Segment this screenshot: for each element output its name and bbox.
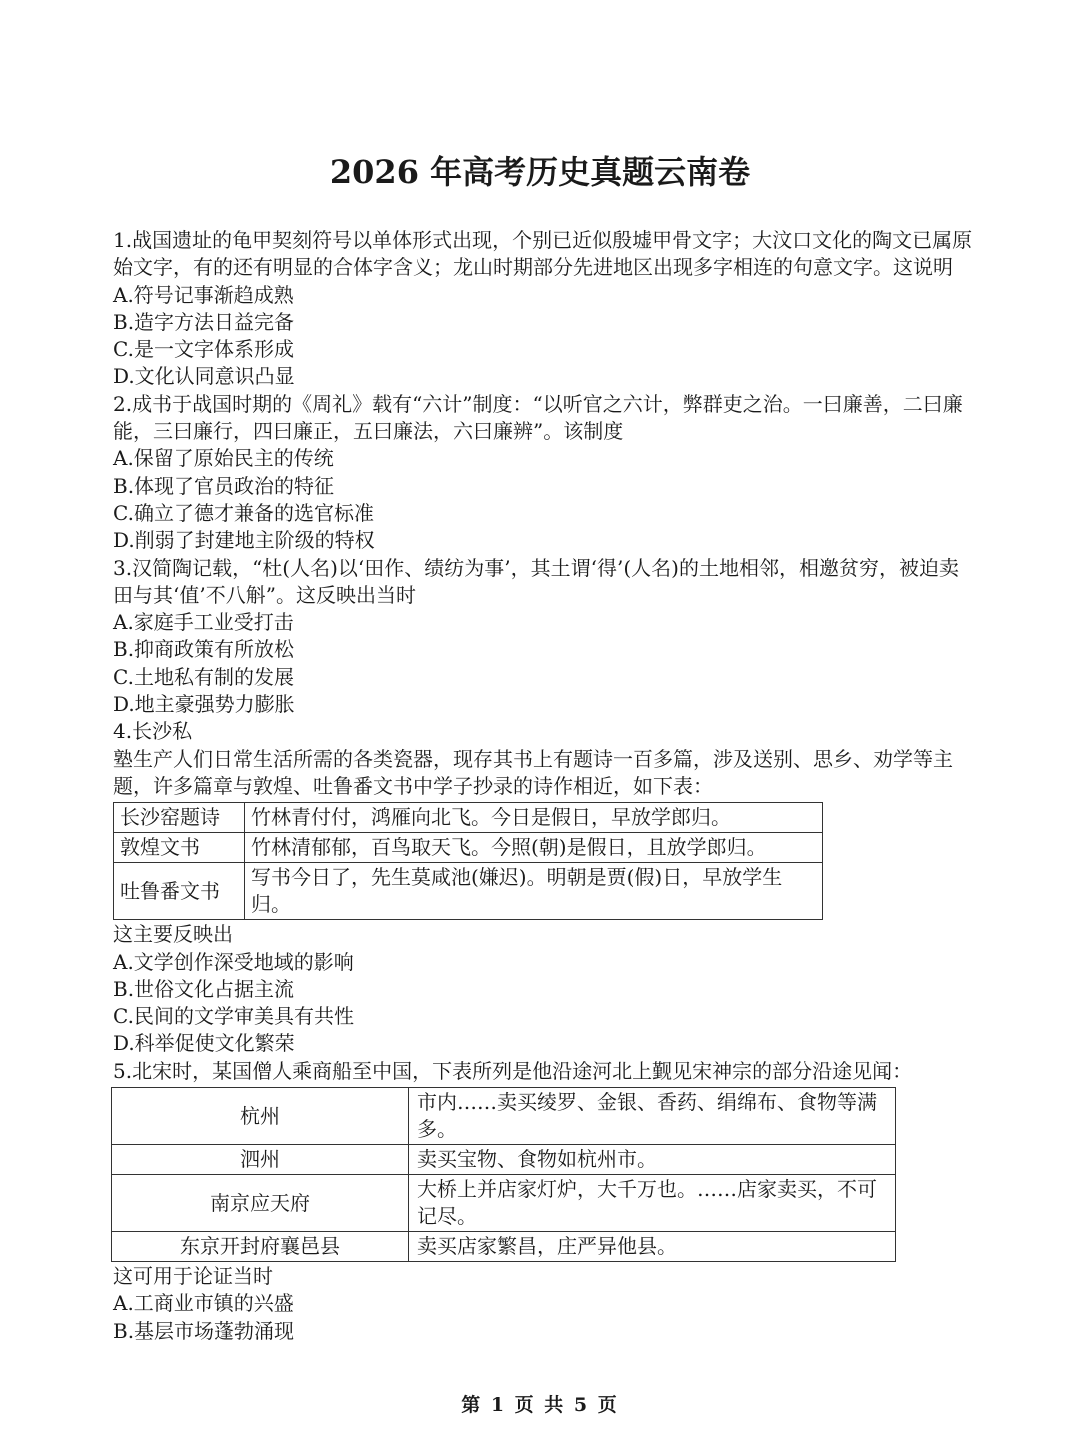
- table-cell-place: 杭州: [112, 1088, 409, 1145]
- question-1-stem: 1.战国遗址的龟甲契刻符号以单体形式出现，个别已近似殷墟甲骨文字；大汶口文化的陶文已属原始文字，有的还有明显的合体字含义；龙山时期部分先进地区出现多字相连的句意文字。这说明: [113, 228, 973, 280]
- question-1-option-d: D.文化认同意识凸显: [113, 364, 295, 389]
- table-cell-observation: 市内……卖买绫罗、金银、香药、绢绵布、食物等满多。: [409, 1088, 896, 1145]
- table-cell-place: 东京开封府襄邑县: [112, 1232, 409, 1262]
- table-row: [114, 803, 823, 833]
- question-1-option-a: A.符号记事渐趋成熟: [113, 282, 294, 307]
- table-row: [114, 833, 823, 863]
- question-4-number: 4.长沙私: [113, 719, 193, 744]
- question-5-followup: 这可用于论证当时: [113, 1264, 273, 1289]
- question-2-option-c: C.确立了德才兼备的选官标准: [113, 500, 374, 525]
- question-4-option-a: A.文学创作深受地域的影响: [113, 949, 354, 974]
- question-list: [113, 227, 973, 1345]
- question-2-option-a: A.保留了原始民主的传统: [113, 446, 334, 471]
- question-3-option-b: B.抑商政策有所放松: [113, 637, 295, 662]
- table-cell-source: 吐鲁番文书: [114, 863, 245, 920]
- question-4-followup: 这主要反映出: [113, 922, 233, 947]
- table-cell-place: 泗州: [112, 1145, 409, 1175]
- table-cell-observation: 卖买宝物、食物如杭州市。: [409, 1145, 896, 1175]
- question-4-option-b: B.世俗文化占据主流: [113, 976, 295, 1001]
- question-2-option-d: D.削弱了封建地主阶级的特权: [113, 528, 375, 553]
- question-4-table: [113, 802, 823, 920]
- table-cell-observation: 大桥上并店家灯炉，大千万也。……店家卖买，不可记尽。: [409, 1175, 896, 1232]
- page-title: 2026 年高考历史真题云南卷: [329, 153, 751, 191]
- question-3-option-a: A.家庭手工业受打击: [113, 610, 294, 635]
- table-cell-place: 南京应天府: [112, 1175, 409, 1232]
- question-2-stem: 2.成书于战国时期的《周礼》载有“六计”制度：“以听官之六计，弊群吏之治。一曰廉善，二曰廉能，三曰廉行，四曰廉正，五曰廉法，六曰廉辨”。该制度: [113, 391, 963, 444]
- table-cell-source: 敦煌文书: [114, 833, 245, 863]
- table-cell-source: 长沙窑题诗: [114, 803, 245, 833]
- question-1-option-c: C.是一文字体系形成: [113, 337, 294, 362]
- table-row: [112, 1175, 896, 1232]
- question-1-option-b: B.造字方法日益完备: [113, 309, 295, 334]
- table-cell-poem: 竹林青付付，鸿雁向北飞。今日是假日，早放学郎归。: [245, 803, 823, 833]
- question-5-stem: 5.北宋时，某国僧人乘商船至中国，下表所列是他沿途河北上觐见宋神宗的部分沿途见闻：: [113, 1058, 913, 1083]
- table-cell-observation: 卖买店家繁昌，庄严异他县。: [409, 1232, 896, 1262]
- question-4-option-d: D.科举促使文化繁荣: [113, 1031, 295, 1056]
- question-4-stem: 塾生产人们日常生活所需的各类瓷器，现存其书上有题诗一百多篇，涉及送别、思乡、劝学等主题，许多篇章与敦煌、吐鲁番文书中学子抄录的诗作相近，如下表：: [113, 746, 953, 798]
- question-2-option-b: B.体现了官员政治的特征: [113, 473, 335, 498]
- question-3-option-c: C.土地私有制的发展: [113, 664, 294, 689]
- table-row: [112, 1232, 896, 1262]
- question-3-stem: 3.汉简陶记载，“杜(人名)以‘田作、绩纺为事’，其土谓‘得’(人名)的土地相邻，相邀贫穷，被迫卖田与其‘值’不八斛”。这反映出当时: [113, 555, 959, 607]
- question-5-option-a: A.工商业市镇的兴盛: [113, 1291, 294, 1316]
- question-4-option-c: C.民间的文学审美具有共性: [113, 1004, 354, 1029]
- table-row: [112, 1145, 896, 1175]
- table-cell-poem: 竹林清郁郁，百鸟取天飞。今照(朝)是假日，且放学郎归。: [245, 833, 823, 863]
- question-5-option-b: B.基层市场蓬勃涌现: [113, 1318, 295, 1343]
- question-5-table: [111, 1087, 896, 1262]
- table-row: [114, 863, 823, 920]
- question-3-option-d: D.地主豪强势力膨胀: [113, 692, 295, 717]
- page-number-footer: 第 1 页 共 5 页: [461, 1394, 619, 1416]
- table-cell-poem: 写书今日了，先生莫咸池(嫌迟)。明朝是贾(假)日，早放学生归。: [245, 863, 823, 920]
- table-row: [112, 1088, 896, 1145]
